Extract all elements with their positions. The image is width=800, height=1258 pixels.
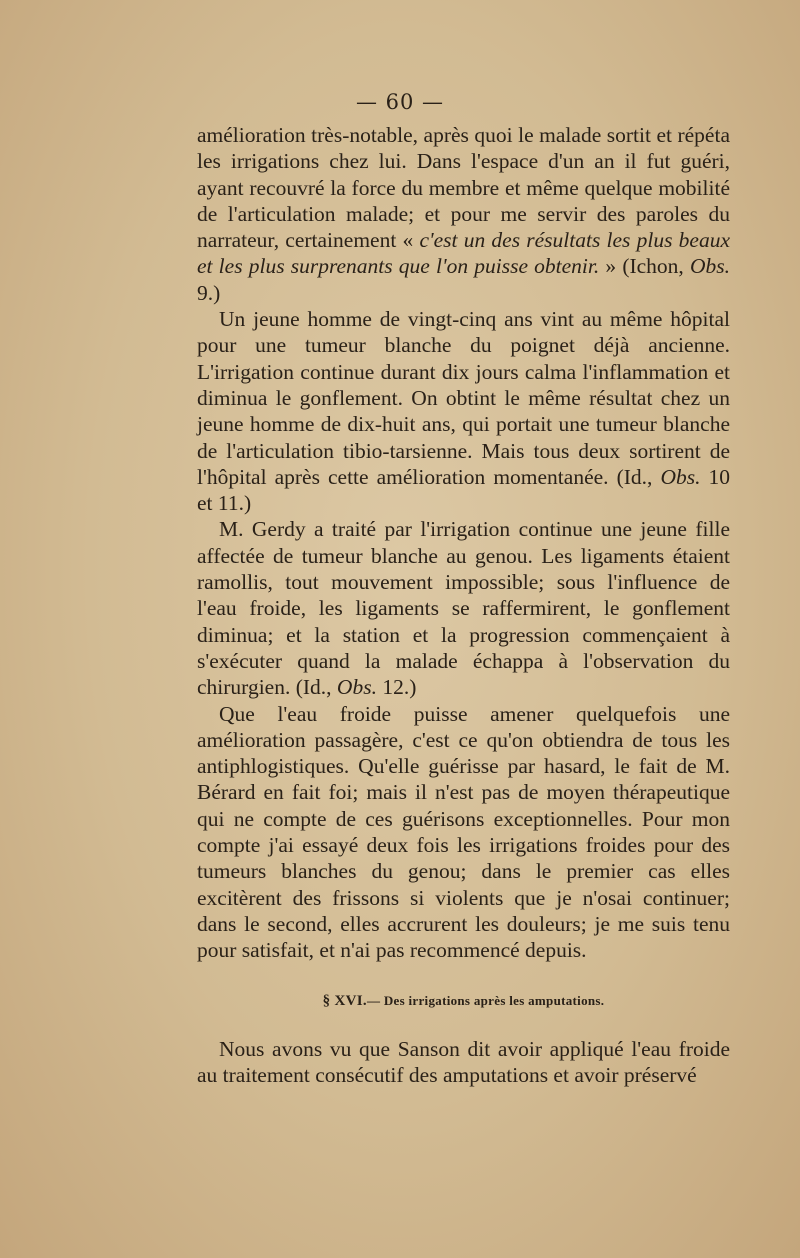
paragraph-1 — [197, 122, 730, 306]
text-run: Que l'eau froide puisse amener quelquefois une amélioration passagère, c'est ce qu'on obtiendra de tous les antiphlogistiques. Qu'elle guérisse par hasard, le fait de M. Bérard en fait foi; mais il n'est pas de moyen thérapeutique qui ne compte de ces guérisons exceptionnelles. Pour mon compte j'ai essayé deux fois les irrigations froides pour des tumeurs blanches du genou; dans le premier cas elles excitèrent des frissons si violents que je n'osai continuer; dans le second, elles accrurent les douleurs; je me suis tenu pour satisfait, et n'ai pas recommencé depuis. — [197, 701, 730, 963]
italic-quote: c'est un des résultats les plus beaux et les plus surprenants que l'on puisse obtenir. — [197, 228, 730, 279]
section-number: § XVI. — [322, 992, 367, 1009]
section-title: — Des irrigations après les amputations. — [366, 992, 605, 1008]
text-run: M. Gerdy a traité par l'irrigation continue une jeune fille affectée de tumeur blanche au genou. Les ligaments étaient ramollis, tout mouvement impossible; sous l'influence de l'eau froide, les ligaments se raffermirent, le gonflement diminua; et la station et la progression commençaient à s'exécuter quand la malade échappa à l'observation du chirurgien. (Id., — [197, 517, 730, 700]
italic-obs: Obs. — [689, 254, 730, 279]
page-number: — 60 — — [355, 90, 445, 114]
italic-obs: Obs. — [336, 675, 377, 700]
text-run: 9.) — [197, 280, 221, 305]
paragraph-3 — [197, 516, 730, 700]
paragraph-4 — [197, 701, 730, 964]
section-heading — [197, 988, 730, 1014]
text-run: » (Ichon, — [599, 254, 690, 279]
text-run: 10 et 11.) — [197, 464, 731, 516]
italic-obs: Obs. — [660, 464, 701, 489]
paragraph-5: Nous avons vu que Sanson dit avoir appliqué l'eau froide au traitement consécutif des amputations et avoir préservé — [197, 1036, 730, 1088]
text-run: amélioration très-notable, après quoi le malade sortit et répéta les irrigations chez lui. Dans l'espace d'un an il fut guéri, ayant recouvré la force du membre et même quelque mobilité de l'articulation malade; et pour me servir des paroles du narrateur, certainement « — [197, 123, 730, 253]
text-run: Un jeune homme de vingt-cinq ans vint au même hôpital pour une tumeur blanche du poignet déjà ancienne. L'irrigation continue durant dix jours calma l'inflammation et diminua le gonflement. On obtint le même résultat chez un jeune homme de dix-huit ans, qui portait une tumeur blanche de l'articulation tibio-tarsienne. Mais tous deux sortirent de l'hôpital après cette amélioration momentanée. (Id., — [197, 307, 730, 489]
text-run: 12.) — [376, 675, 417, 700]
paragraph-2 — [197, 306, 730, 516]
body-text — [197, 122, 730, 1088]
